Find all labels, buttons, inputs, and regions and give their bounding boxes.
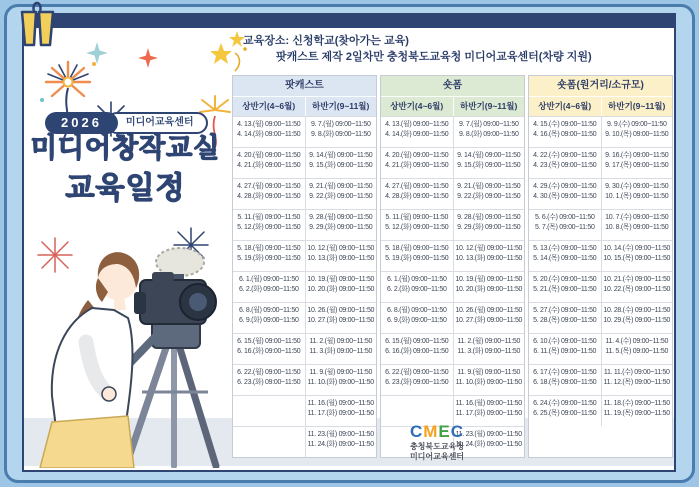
poster-title — [18, 130, 233, 207]
schedule-cell: 10. 28.(수) 09:00~11:50 10. 29.(목) 09:00~11:50 — [601, 302, 673, 333]
sparkle-icon — [138, 48, 158, 68]
schedule-cell: 6. 1.(월) 09:00~11:50 6. 2.(화) 09:00~11:50 — [233, 271, 305, 302]
clipboard-top-bar — [22, 13, 676, 28]
schedule-cell: 4. 20.(월) 09:00~11:50 4. 21.(화) 09:00~11:50 — [381, 147, 453, 178]
table-podcast — [232, 75, 377, 458]
table-title: 숏폼(원거리/소규모) — [529, 76, 672, 96]
title-part2: 창작교실 — [111, 133, 221, 163]
schedule-cell: 11. 16.(월) 09:00~11:50 11. 17.(화) 09:00~11:50 — [305, 395, 377, 426]
column-header: 상반기(4~6월) — [538, 101, 592, 111]
schedule-cell: 4. 22.(수) 09:00~11:50 4. 23.(목) 09:00~11:50 — [529, 147, 601, 178]
logo-letter: E — [438, 422, 451, 441]
schedule-cell: 6. 15.(월) 09:00~11:50 6. 16.(화) 09:00~11:50 — [381, 333, 453, 364]
schedule-cell: 11. 18.(수) 09:00~11:50 11. 19.(목) 09:00~11:50 — [601, 395, 673, 426]
schedule-cell: 4. 20.(월) 09:00~11:50 4. 21.(화) 09:00~11:50 — [233, 147, 305, 178]
schedule-cell: 5. 18.(월) 09:00~11:50 5. 19.(화) 09:00~11:50 — [233, 240, 305, 271]
schedule-cell: 9. 30.(수) 09:00~11:50 10. 1.(목) 09:00~11:50 — [601, 178, 673, 209]
schedule-cell: 4. 27.(월) 09:00~11:50 4. 28.(화) 09:00~11:50 — [381, 178, 453, 209]
table-subheader — [529, 96, 672, 116]
schedule-cell: 6. 22.(월) 09:00~11:50 6. 23.(화) 09:00~11:50 — [381, 364, 453, 395]
schedule-cell: 4. 15.(수) 09:00~11:50 4. 16.(목) 09:00~11:50 — [529, 116, 601, 147]
schedule-cell: 6. 15.(월) 09:00~11:50 6. 16.(화) 09:00~11:50 — [233, 333, 305, 364]
schedule-cell: 4. 29.(수) 09:00~11:50 4. 30.(목) 09:00~11:50 — [529, 178, 601, 209]
location-note-line1: 교육장소: 신청학교(찾아가는 교육) — [243, 35, 409, 47]
title-line2: 교육일정 — [65, 172, 186, 205]
schedule-cell: 10. 12.(월) 09:00~11:50 10. 13.(화) 09:00~11:50 — [305, 240, 377, 271]
table-body — [381, 116, 524, 457]
schedule-cell: 10. 21.(수) 09:00~11:50 10. 22.(목) 09:00~11:50 — [601, 271, 673, 302]
schedule-cell: 4. 13.(월) 09:00~11:50 4. 14.(화) 09:00~11:50 — [381, 116, 453, 147]
year-badge: 2026 — [45, 112, 118, 134]
schedule-cell: 9. 21.(월) 09:00~11:50 9. 22.(화) 09:00~11:50 — [453, 178, 525, 209]
org-name-line1: 충청북도교육청 — [409, 442, 465, 451]
table-body — [233, 116, 376, 457]
schedule-cell: 9. 7.(월) 09:00~11:50 9. 8.(화) 09:00~11:50 — [305, 116, 377, 147]
org-name-line2: 미디어교육센터 — [409, 452, 465, 461]
schedule-cell: 5. 13.(수) 09:00~11:50 5. 14.(목) 09:00~11:50 — [529, 240, 601, 271]
cmec-logo — [382, 423, 492, 440]
column-header: 하반기(9~11월) — [453, 97, 525, 116]
schedule-cell: 5. 11.(월) 09:00~11:50 5. 12.(화) 09:00~11:50 — [381, 209, 453, 240]
schedule-cell: 9. 14.(월) 09:00~11:50 9. 15.(화) 09:00~11:50 — [453, 147, 525, 178]
schedule-cell: 6. 22.(월) 09:00~11:50 6. 23.(화) 09:00~11:50 — [233, 364, 305, 395]
schedule-cell: 9. 16.(수) 09:00~11:50 9. 17.(목) 09:00~11:50 — [601, 147, 673, 178]
schedule-cell: 9. 28.(월) 09:00~11:50 9. 29.(화) 09:00~11:50 — [305, 209, 377, 240]
schedule-cell: 11. 16.(월) 09:00~11:50 11. 17.(화) 09:00~11:50 — [453, 395, 525, 426]
schedule-cell: 6. 1.(월) 09:00~11:50 6. 2.(화) 09:00~11:50 — [381, 271, 453, 302]
schedule-cell: 9. 7.(월) 09:00~11:50 9. 8.(화) 09:00~11:50 — [453, 116, 525, 147]
schedule-cell: 4. 27.(월) 09:00~11:50 4. 28.(화) 09:00~11:50 — [233, 178, 305, 209]
schedule-cell: 11. 9.(월) 09:00~11:50 11. 10.(화) 09:00~11:50 — [305, 364, 377, 395]
schedule-cell: 9. 28.(월) 09:00~11:50 9. 29.(화) 09:00~11:50 — [453, 209, 525, 240]
column-header: 하반기(9~11월) — [601, 97, 673, 116]
table-title: 팟캐스트 — [233, 76, 376, 96]
schedule-cell: 9. 21.(월) 09:00~11:50 9. 22.(화) 09:00~11:50 — [305, 178, 377, 209]
schedule-cell — [233, 395, 305, 426]
column-header: 상반기(4~6월) — [242, 101, 296, 111]
table-shortform-remote — [528, 75, 673, 458]
schedule-tables — [232, 75, 673, 458]
schedule-cell: 6. 8.(월) 09:00~11:50 6. 9.(화) 09:00~11:50 — [233, 302, 305, 333]
schedule-cell: 6. 8.(월) 09:00~11:50 6. 9.(화) 09:00~11:50 — [381, 302, 453, 333]
location-note-line2: 팟캐스트 제작 2일차만 충청북도교육청 미디어교육센터(차량 지원) — [276, 51, 592, 63]
camera-woman-illustration — [22, 222, 234, 468]
schedule-cell: 10. 19.(월) 09:00~11:50 10. 20.(화) 09:00~11:50 — [453, 271, 525, 302]
schedule-cell: 11. 23.(월) 09:00~11:50 11. 24.(화) 09:00~11:50 — [453, 426, 525, 457]
schedule-cell — [233, 426, 305, 457]
schedule-cell: 5. 20.(수) 09:00~11:50 5. 21.(목) 09:00~11:50 — [529, 271, 601, 302]
logo-letter: M — [423, 422, 439, 441]
table-title: 숏폼 — [381, 76, 524, 96]
schedule-cell: 11. 4.(수) 09:00~11:50 11. 5.(목) 09:00~11:50 — [601, 333, 673, 364]
schedule-cell: 10. 14.(수) 09:00~11:50 10. 15.(목) 09:00~11:50 — [601, 240, 673, 271]
schedule-cell: 11. 23.(월) 09:00~11:50 11. 24.(화) 09:00~11:50 — [305, 426, 377, 457]
center-badge: 미디어교육센터 — [106, 112, 208, 134]
schedule-cell: 10. 7.(수) 09:00~11:50 10. 8.(목) 09:00~11:50 — [601, 209, 673, 240]
schedule-cell: 5. 11.(월) 09:00~11:50 5. 12.(화) 09:00~11:50 — [233, 209, 305, 240]
table-subheader — [381, 96, 524, 116]
schedule-cell: 5. 27.(수) 09:00~11:50 5. 28.(목) 09:00~11:50 — [529, 302, 601, 333]
schedule-cell: 10. 12.(월) 09:00~11:50 10. 13.(화) 09:00~11:50 — [453, 240, 525, 271]
schedule-cell: 9. 14.(월) 09:00~11:50 9. 15.(화) 09:00~11:50 — [305, 147, 377, 178]
table-subheader — [233, 96, 376, 116]
schedule-cell: 11. 11.(수) 09:00~11:50 11. 12.(목) 09:00~11:50 — [601, 364, 673, 395]
schedule-cell: 11. 2.(월) 09:00~11:50 11. 3.(화) 09:00~11:50 — [453, 333, 525, 364]
column-header: 상반기(4~6월) — [390, 101, 444, 111]
schedule-cell: 6. 17.(수) 09:00~11:50 6. 18.(목) 09:00~11:50 — [529, 364, 601, 395]
table-shortform — [380, 75, 525, 458]
schedule-cell: 9. 9.(수) 09:00~11:50 9. 10.(목) 09:00~11:50 — [601, 116, 673, 147]
schedule-cell: 5. 6.(수) 09:00~11:50 5. 7.(목) 09:00~11:50 — [529, 209, 601, 240]
schedule-cell: 6. 10.(수) 09:00~11:50 6. 11.(목) 09:00~11:50 — [529, 333, 601, 364]
schedule-cell: 10. 26.(월) 09:00~11:50 10. 27.(화) 09:00~11:50 — [305, 302, 377, 333]
schedule-cell: 10. 19.(월) 09:00~11:50 10. 20.(화) 09:00~11:50 — [305, 271, 377, 302]
title-part1: 미디어 — [30, 133, 112, 163]
column-header: 하반기(9~11월) — [305, 97, 377, 116]
footer-logo-block — [382, 423, 492, 462]
sparkle-icon — [86, 42, 108, 64]
schedule-cell: 6. 24.(수) 09:00~11:50 6. 25.(목) 09:00~11:50 — [529, 395, 601, 426]
schedule-cell: 11. 2.(월) 09:00~11:50 11. 3.(화) 09:00~11:50 — [305, 333, 377, 364]
schedule-cell: 4. 13.(월) 09:00~11:50 4. 14.(화) 09:00~11:50 — [233, 116, 305, 147]
binder-clip-icon — [14, 0, 62, 50]
schedule-cell: 11. 9.(월) 09:00~11:50 11. 10.(화) 09:00~11:50 — [453, 364, 525, 395]
logo-letter: C — [450, 422, 465, 441]
schedule-cell: 10. 26.(월) 09:00~11:50 10. 27.(화) 09:00~11:50 — [453, 302, 525, 333]
schedule-cell: 5. 18.(월) 09:00~11:50 5. 19.(화) 09:00~11:50 — [381, 240, 453, 271]
logo-letter: C — [409, 422, 424, 441]
table-body — [529, 116, 672, 426]
